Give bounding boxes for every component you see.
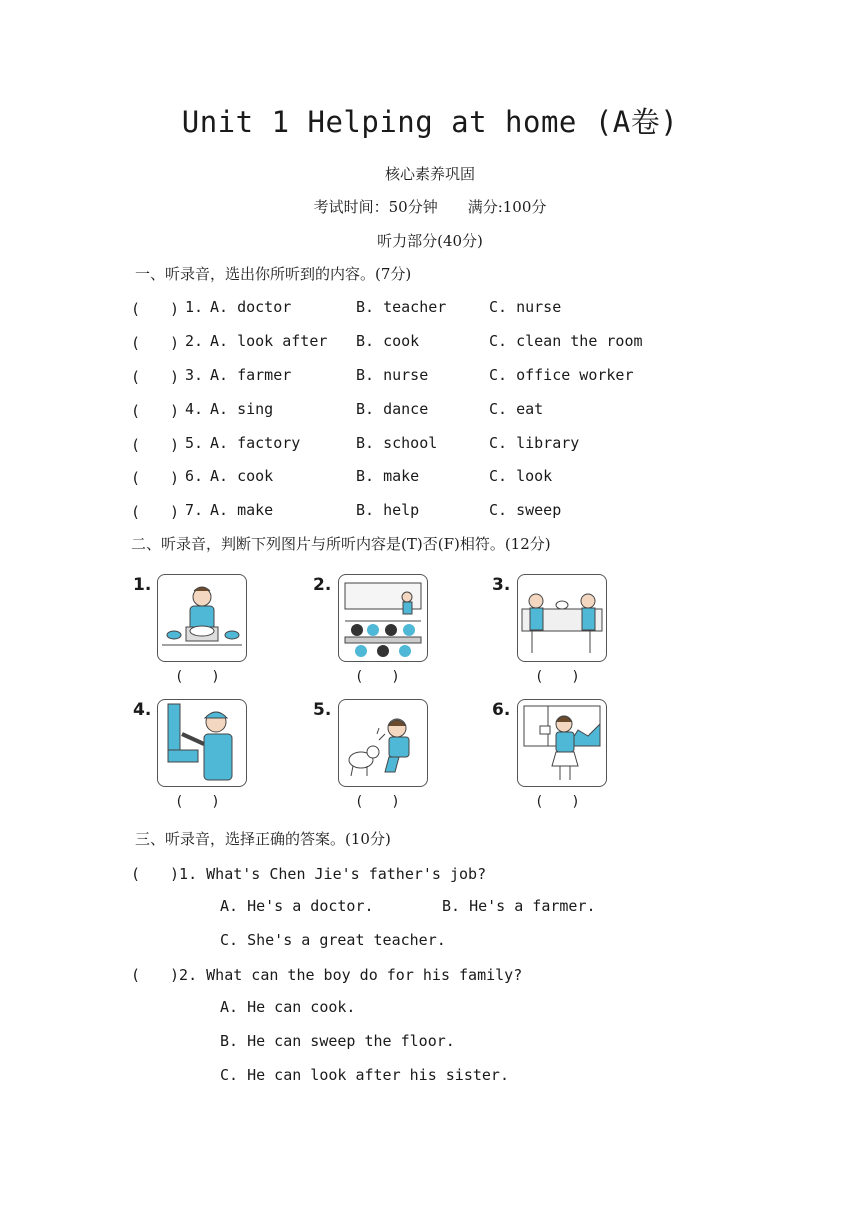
picture-number: 5. <box>313 700 332 720</box>
option-c[interactable]: C. office worker <box>489 366 634 384</box>
answer-blank[interactable]: ( ) <box>175 669 220 685</box>
option-b[interactable]: B. He's a farmer. <box>442 897 596 915</box>
option-b[interactable]: B. school <box>356 434 438 452</box>
question-number: 5. <box>185 434 204 452</box>
question-stem: ( )1. What's Chen Jie's father's job? <box>131 865 487 883</box>
question-row <box>0 298 860 320</box>
option-a[interactable]: A. farmer <box>210 366 292 384</box>
worker-fixing-pipe-illustration <box>157 699 247 787</box>
option-c[interactable]: C. She's a great teacher. <box>220 931 446 949</box>
exam-info: 考试时间：50分钟 满分:100分 <box>313 198 547 216</box>
section1-heading: 一、听录音，选出你所听到的内容。(7分) <box>135 265 412 283</box>
question-row <box>0 332 860 354</box>
listening-part-heading: 听力部分(40分) <box>377 232 483 250</box>
option-a[interactable]: A. He's a doctor. <box>220 897 374 915</box>
answer-blank[interactable]: ( ) <box>535 794 580 810</box>
question-number: 4. <box>185 400 204 418</box>
option-a[interactable]: A. He can cook. <box>220 998 356 1016</box>
girl-cleaning-window-illustration <box>517 699 607 787</box>
answer-blank[interactable]: ( ) <box>131 300 180 318</box>
question-row <box>0 434 860 456</box>
picture-number: 4. <box>133 700 152 720</box>
question-row <box>0 400 860 422</box>
question-number: 3. <box>185 366 204 384</box>
subtitle: 核心素养巩固 <box>384 165 475 183</box>
option-b[interactable]: B. cook <box>356 332 420 350</box>
option-c[interactable]: C. clean the room <box>489 332 643 350</box>
question-number: 2. <box>185 332 204 350</box>
option-b[interactable]: B. make <box>356 467 420 485</box>
question-number: 1. <box>185 298 204 316</box>
option-b[interactable]: B. nurse <box>356 366 429 384</box>
option-a[interactable]: A. doctor <box>210 298 292 316</box>
picture-number: 1. <box>133 575 152 595</box>
question-number: 7. <box>185 501 204 519</box>
question-stem: ( )2. What can the boy do for his family? <box>131 966 523 984</box>
answer-blank[interactable]: ( ) <box>131 334 180 352</box>
option-b[interactable]: B. dance <box>356 400 429 418</box>
picture-number: 2. <box>313 575 332 595</box>
option-a[interactable]: A. cook <box>210 467 274 485</box>
option-b[interactable]: B. help <box>356 501 420 519</box>
section2-heading: 二、听录音，判断下列图片与所听内容是(T)否(F)相符。(12分) <box>131 535 551 553</box>
question-row <box>0 467 860 489</box>
answer-blank[interactable]: ( ) <box>355 669 400 685</box>
option-c[interactable]: C. look <box>489 467 553 485</box>
girl-with-dog-illustration <box>338 699 428 787</box>
answer-blank[interactable]: ( ) <box>131 469 180 487</box>
answer-blank[interactable]: ( ) <box>131 503 180 521</box>
option-c[interactable]: C. sweep <box>489 501 562 519</box>
question-number: 6. <box>185 467 204 485</box>
classroom-teacher-illustration <box>338 574 428 662</box>
page-title: Unit 1 Helping at home (A卷) <box>181 105 679 139</box>
option-c[interactable]: C. nurse <box>489 298 562 316</box>
section3-heading: 三、听录音，选择正确的答案。(10分) <box>135 830 391 848</box>
option-b[interactable]: B. He can sweep the floor. <box>220 1032 455 1050</box>
option-c[interactable]: C. eat <box>489 400 544 418</box>
answer-blank[interactable]: ( ) <box>355 794 400 810</box>
option-a[interactable]: A. sing <box>210 400 274 418</box>
answer-blank[interactable]: ( ) <box>131 368 180 386</box>
man-cooking-illustration <box>157 574 247 662</box>
question-row <box>0 366 860 388</box>
option-a[interactable]: A. factory <box>210 434 301 452</box>
picture-number: 3. <box>492 575 511 595</box>
children-at-table-illustration <box>517 574 607 662</box>
answer-blank[interactable]: ( ) <box>131 402 180 420</box>
option-a[interactable]: A. make <box>210 501 274 519</box>
question-row <box>0 501 860 523</box>
option-c[interactable]: C. He can look after his sister. <box>220 1066 509 1084</box>
option-c[interactable]: C. library <box>489 434 580 452</box>
option-a[interactable]: A. look after <box>210 332 328 350</box>
answer-blank[interactable]: ( ) <box>175 794 220 810</box>
answer-blank[interactable]: ( ) <box>535 669 580 685</box>
answer-blank[interactable]: ( ) <box>131 436 180 454</box>
option-b[interactable]: B. teacher <box>356 298 447 316</box>
picture-number: 6. <box>492 700 511 720</box>
